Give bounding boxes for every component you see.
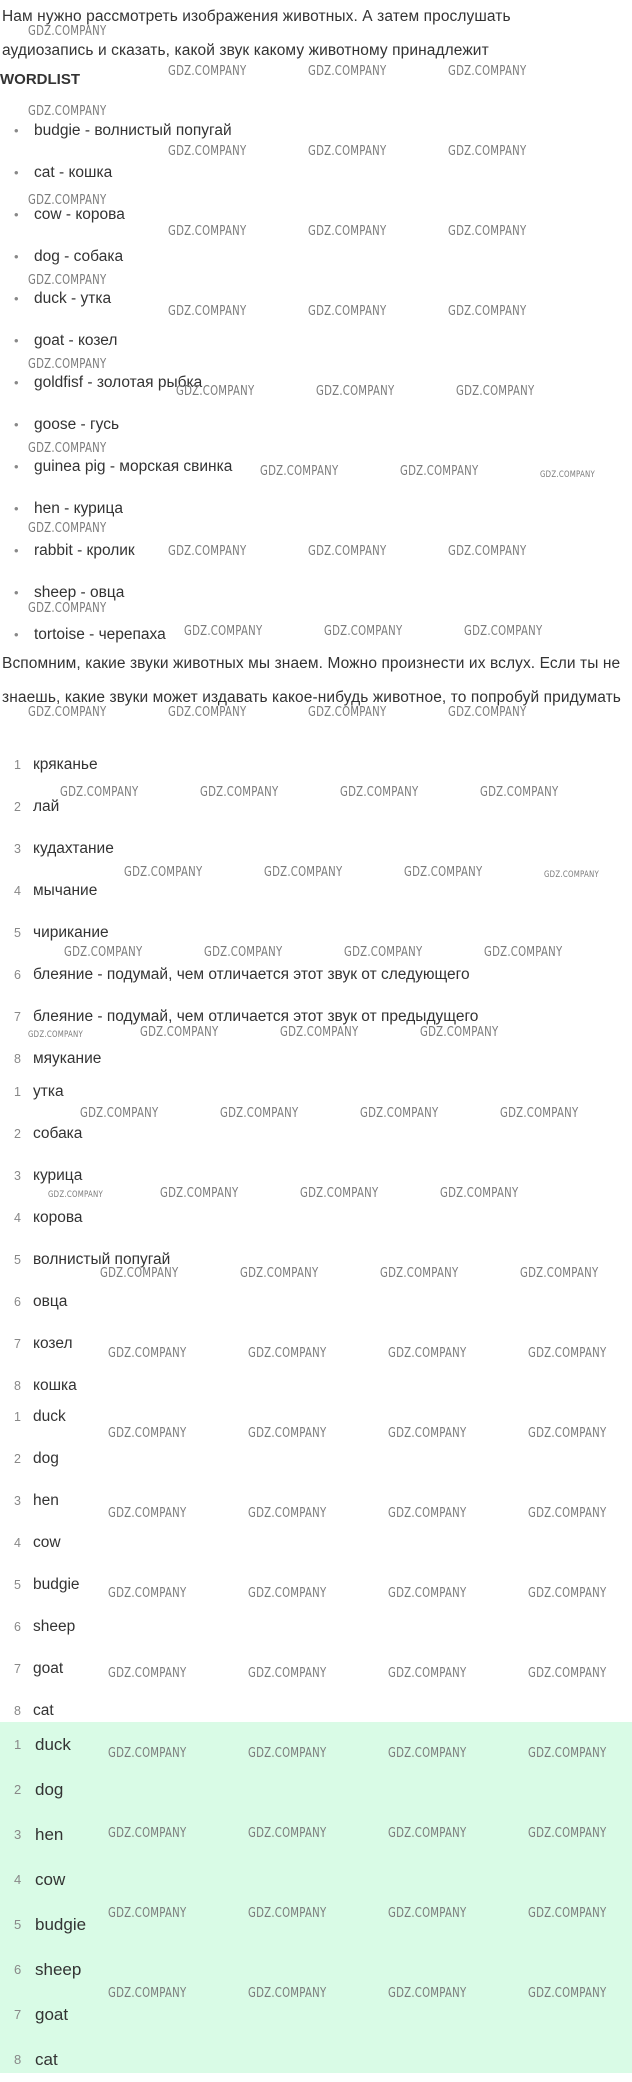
watermark-text: GDZ.COMPANY [168, 544, 247, 559]
item-text: утка [33, 1083, 64, 1100]
item-number: 1 [14, 1410, 21, 1424]
intro-text: Нам нужно рассмотреть изображения животных. А затем прослушать аудиозапись и сказать, какой звук какому животному принадлежит [2, 8, 511, 59]
item-text: goat [33, 1660, 64, 1677]
watermark-text: GDZ.COMPANY [324, 624, 403, 639]
watermark-text: GDZ.COMPANY [500, 1106, 579, 1121]
watermark-text: GDZ.COMPANY [300, 1186, 379, 1201]
watermark-text: GDZ.COMPANY [528, 1906, 607, 1921]
list-item [0, 1606, 80, 1648]
watermark-text: GDZ.COMPANY [448, 544, 527, 559]
item-text: волнистый попугай [33, 1251, 171, 1268]
watermark-text: GDZ.COMPANY [248, 1586, 327, 1601]
item-text: goat [35, 2005, 69, 2024]
item-number: 2 [14, 1452, 21, 1466]
watermark-text: GDZ.COMPANY [388, 1506, 467, 1521]
watermark-text: GDZ.COMPANY [168, 705, 247, 720]
list-item [0, 2037, 86, 2082]
watermark-text: GDZ.COMPANY [28, 104, 107, 119]
watermark-text: GDZ.COMPANY [248, 1746, 327, 1761]
watermark-text: GDZ.COMPANY [140, 1025, 219, 1040]
watermark-text: GDZ.COMPANY [220, 1106, 299, 1121]
watermark-text: GDZ.COMPANY [248, 1426, 327, 1441]
item-number: 4 [14, 1536, 21, 1550]
list-item [0, 1857, 86, 1902]
item-number: 5 [14, 1917, 22, 1932]
watermark-text: GDZ.COMPANY [448, 224, 527, 239]
watermark-text: GDZ.COMPANY [64, 945, 143, 960]
list-item: • tortoise - черепаха [0, 614, 232, 656]
watermark-text: GDZ.COMPANY [108, 1986, 187, 2001]
item-number: 3 [14, 1169, 21, 1183]
item-text: блеяние - подумай, чем отличается этот звук от предыдущего [33, 1008, 479, 1025]
list-item [0, 1767, 86, 1812]
list-item [0, 1396, 80, 1438]
wordlist [0, 110, 232, 656]
watermark-text: GDZ.COMPANY [48, 1190, 104, 1200]
item-number: 8 [14, 1052, 21, 1066]
item-text: cow [33, 1534, 61, 1551]
item-number: 5 [14, 1578, 21, 1592]
watermark-text: GDZ.COMPANY [108, 1906, 187, 1921]
answer-highlight-box [0, 1722, 632, 2073]
item-text: овца [33, 1293, 68, 1310]
watermark-text: GDZ.COMPANY [204, 945, 283, 960]
list-item: • sheep - овца [0, 572, 232, 614]
item-text: курица [33, 1167, 83, 1184]
list-item [0, 1902, 86, 1947]
watermark-text: GDZ.COMPANY [108, 1826, 187, 1841]
item-number: 2 [14, 1782, 22, 1797]
watermark-text: GDZ.COMPANY [168, 64, 247, 79]
watermark-text: GDZ.COMPANY [108, 1506, 187, 1521]
item-text: hen [33, 1492, 59, 1509]
watermark-text: GDZ.COMPANY [168, 144, 247, 159]
watermark-text: GDZ.COMPANY [388, 1346, 467, 1361]
list-item [0, 1480, 80, 1522]
watermark-text: GDZ.COMPANY [168, 304, 247, 319]
item-text: мяукание [33, 1050, 102, 1067]
list-item [0, 828, 478, 870]
watermark-text: GDZ.COMPANY [108, 1586, 187, 1601]
watermark-text: GDZ.COMPANY [388, 1426, 467, 1441]
watermark-text: GDZ.COMPANY [200, 785, 279, 800]
item-number: 3 [14, 842, 21, 856]
item-text: кряканье [33, 756, 98, 773]
watermark-text: GDZ.COMPANY [28, 24, 107, 39]
item-text: duck [35, 1735, 71, 1754]
watermark-text: GDZ.COMPANY [448, 144, 527, 159]
list-item [0, 1197, 170, 1239]
watermark-text: GDZ.COMPANY [484, 945, 563, 960]
item-number: 4 [14, 1872, 22, 1887]
watermark-text: GDZ.COMPANY [528, 1826, 607, 1841]
watermark-text: GDZ.COMPANY [528, 1586, 607, 1601]
list-item: • hen - курица [0, 488, 232, 530]
item-text: собака [33, 1125, 83, 1142]
list-item: • duck - утка [0, 278, 232, 320]
watermark-text: GDZ.COMPANY [544, 870, 600, 880]
list-item: • dog - собака [0, 236, 232, 278]
watermark-text: GDZ.COMPANY [248, 1826, 327, 1841]
watermark-text: GDZ.COMPANY [448, 705, 527, 720]
list-item: • goat - козел [0, 320, 232, 362]
list-item: • cat - кошка [0, 152, 232, 194]
watermark-text: GDZ.COMPANY [184, 624, 263, 639]
item-number: 3 [14, 1827, 22, 1842]
watermark-text: GDZ.COMPANY [240, 1266, 319, 1281]
watermark-text: GDZ.COMPANY [456, 384, 535, 399]
item-number: 6 [14, 1962, 22, 1977]
watermark-text: GDZ.COMPANY [28, 1030, 84, 1040]
item-number: 2 [14, 1127, 21, 1141]
item-number: 5 [14, 1253, 21, 1267]
watermark-text: GDZ.COMPANY [124, 865, 203, 880]
watermark-text: GDZ.COMPANY [528, 1746, 607, 1761]
item-number: 7 [14, 1662, 21, 1676]
watermark-text: GDZ.COMPANY [28, 601, 107, 616]
list-item [0, 744, 478, 786]
list-item [0, 954, 478, 996]
item-number: 2 [14, 800, 21, 814]
watermark-text: GDZ.COMPANY [360, 1106, 439, 1121]
item-text: duck [33, 1408, 66, 1425]
list-item [0, 1812, 86, 1857]
watermark-text: GDZ.COMPANY [380, 1266, 459, 1281]
watermark-text: GDZ.COMPANY [448, 64, 527, 79]
item-text: sheep [35, 1960, 82, 1979]
item-text: чирикание [33, 924, 109, 941]
item-text: sheep [33, 1618, 76, 1635]
item-number: 6 [14, 1620, 21, 1634]
watermark-text: GDZ.COMPANY [28, 441, 107, 456]
watermark-text: GDZ.COMPANY [400, 464, 479, 479]
watermark-text: GDZ.COMPANY [388, 1906, 467, 1921]
item-number: 3 [14, 1494, 21, 1508]
watermark-text: GDZ.COMPANY [528, 1986, 607, 2001]
item-number: 1 [14, 1737, 22, 1752]
item-text: budgie [33, 1576, 80, 1593]
watermark-text: GDZ.COMPANY [248, 1506, 327, 1521]
wordlist-title: WORDLIST [0, 71, 80, 88]
item-number: 6 [14, 1295, 21, 1309]
item-text: лай [33, 798, 60, 815]
item-text: hen [35, 1825, 64, 1844]
watermark-text: GDZ.COMPANY [80, 1106, 159, 1121]
item-number: 4 [14, 884, 21, 898]
item-text: кудахтание [33, 840, 114, 857]
list-item [0, 1722, 86, 1767]
list-item [0, 1947, 86, 1992]
watermark-text: GDZ.COMPANY [176, 384, 255, 399]
watermark-text: GDZ.COMPANY [108, 1666, 187, 1681]
item-number: 7 [14, 1010, 21, 1024]
watermark-text: GDZ.COMPANY [108, 1426, 187, 1441]
item-number: 8 [14, 1704, 21, 1718]
item-text: dog [33, 1450, 59, 1467]
item-text: budgie [35, 1915, 87, 1934]
watermark-text: GDZ.COMPANY [420, 1025, 499, 1040]
item-text: кошка [33, 1377, 77, 1394]
watermark-text: GDZ.COMPANY [448, 304, 527, 319]
list-item [0, 1281, 170, 1323]
watermark-text: GDZ.COMPANY [248, 1666, 327, 1681]
watermark-text: GDZ.COMPANY [28, 193, 107, 208]
item-number: 6 [14, 968, 21, 982]
watermark-text: GDZ.COMPANY [264, 865, 343, 880]
answers-list [0, 1722, 86, 2082]
item-text: козел [33, 1335, 73, 1352]
watermark-text: GDZ.COMPANY [28, 273, 107, 288]
watermark-text: GDZ.COMPANY [308, 544, 387, 559]
watermark-text: GDZ.COMPANY [344, 945, 423, 960]
instruction-text: Вспомним, какие звуки животных мы знаем. Можно произнести их вслух. Если ты не знаешь, какие звуки может издавать какое-нибудь животное, то попробуй придумать [2, 655, 621, 706]
list-item: • goose - гусь [0, 404, 232, 446]
watermark-text: GDZ.COMPANY [480, 785, 559, 800]
item-number: 7 [14, 2007, 22, 2022]
item-number: 8 [14, 2052, 22, 2067]
list-item: • cow - корова [0, 194, 232, 236]
watermark-text: GDZ.COMPANY [280, 1025, 359, 1040]
list-item: • rabbit - кролик [0, 530, 232, 572]
watermark-text: GDZ.COMPANY [388, 1826, 467, 1841]
watermark-text: GDZ.COMPANY [388, 1666, 467, 1681]
item-number: 7 [14, 1337, 21, 1351]
watermark-text: GDZ.COMPANY [528, 1346, 607, 1361]
watermark-text: GDZ.COMPANY [28, 521, 107, 536]
watermark-text: GDZ.COMPANY [528, 1426, 607, 1441]
watermark-text: GDZ.COMPANY [520, 1266, 599, 1281]
watermark-text: GDZ.COMPANY [248, 1346, 327, 1361]
item-text: dog [35, 1780, 64, 1799]
watermark-text: GDZ.COMPANY [28, 705, 107, 720]
watermark-text: GDZ.COMPANY [388, 1586, 467, 1601]
watermark-text: GDZ.COMPANY [260, 464, 339, 479]
watermark-text: GDZ.COMPANY [248, 1986, 327, 2001]
item-text: блеяние - подумай, чем отличается этот звук от следующего [33, 966, 470, 983]
item-number: 5 [14, 926, 21, 940]
list-item [0, 1564, 80, 1606]
watermark-text: GDZ.COMPANY [100, 1266, 179, 1281]
watermark-text: GDZ.COMPANY [308, 224, 387, 239]
item-number: 1 [14, 1085, 21, 1099]
item-number: 8 [14, 1379, 21, 1393]
item-text: cow [35, 1870, 66, 1889]
list-item: • guinea pig - морская свинка [0, 446, 232, 488]
item-number: 1 [14, 758, 21, 772]
list-item: • goldfisf - золотая рыбка [0, 362, 232, 404]
watermark-text: GDZ.COMPANY [168, 224, 247, 239]
watermark-text: GDZ.COMPANY [316, 384, 395, 399]
watermark-text: GDZ.COMPANY [108, 1746, 187, 1761]
watermark-text: GDZ.COMPANY [308, 64, 387, 79]
list-item: • budgie - волнистый попугай [0, 110, 232, 152]
list-item [0, 1438, 80, 1480]
watermark-text: GDZ.COMPANY [388, 1986, 467, 2001]
watermark-text: GDZ.COMPANY [464, 624, 543, 639]
watermark-text: GDZ.COMPANY [388, 1746, 467, 1761]
watermark-text: GDZ.COMPANY [248, 1906, 327, 1921]
watermark-text: GDZ.COMPANY [340, 785, 419, 800]
animals-en-list [0, 1396, 80, 1732]
watermark-text: GDZ.COMPANY [308, 144, 387, 159]
item-text: cat [33, 1702, 54, 1719]
item-text: корова [33, 1209, 83, 1226]
watermark-text: GDZ.COMPANY [60, 785, 139, 800]
watermark-text: GDZ.COMPANY [308, 304, 387, 319]
watermark-text: GDZ.COMPANY [404, 865, 483, 880]
watermark-text: GDZ.COMPANY [528, 1666, 607, 1681]
item-number: 4 [14, 1211, 21, 1225]
list-item [0, 1648, 80, 1690]
list-item [0, 1522, 80, 1564]
watermark-text: GDZ.COMPANY [160, 1186, 239, 1201]
watermark-text: GDZ.COMPANY [528, 1506, 607, 1521]
watermark-text: GDZ.COMPANY [540, 470, 596, 480]
watermark-text: GDZ.COMPANY [440, 1186, 519, 1201]
watermark-text: GDZ.COMPANY [28, 357, 107, 372]
item-text: cat [35, 2050, 58, 2069]
watermark-text: GDZ.COMPANY [308, 705, 387, 720]
watermark-text: GDZ.COMPANY [108, 1346, 187, 1361]
list-item [0, 1992, 86, 2037]
item-text: мычание [33, 882, 98, 899]
